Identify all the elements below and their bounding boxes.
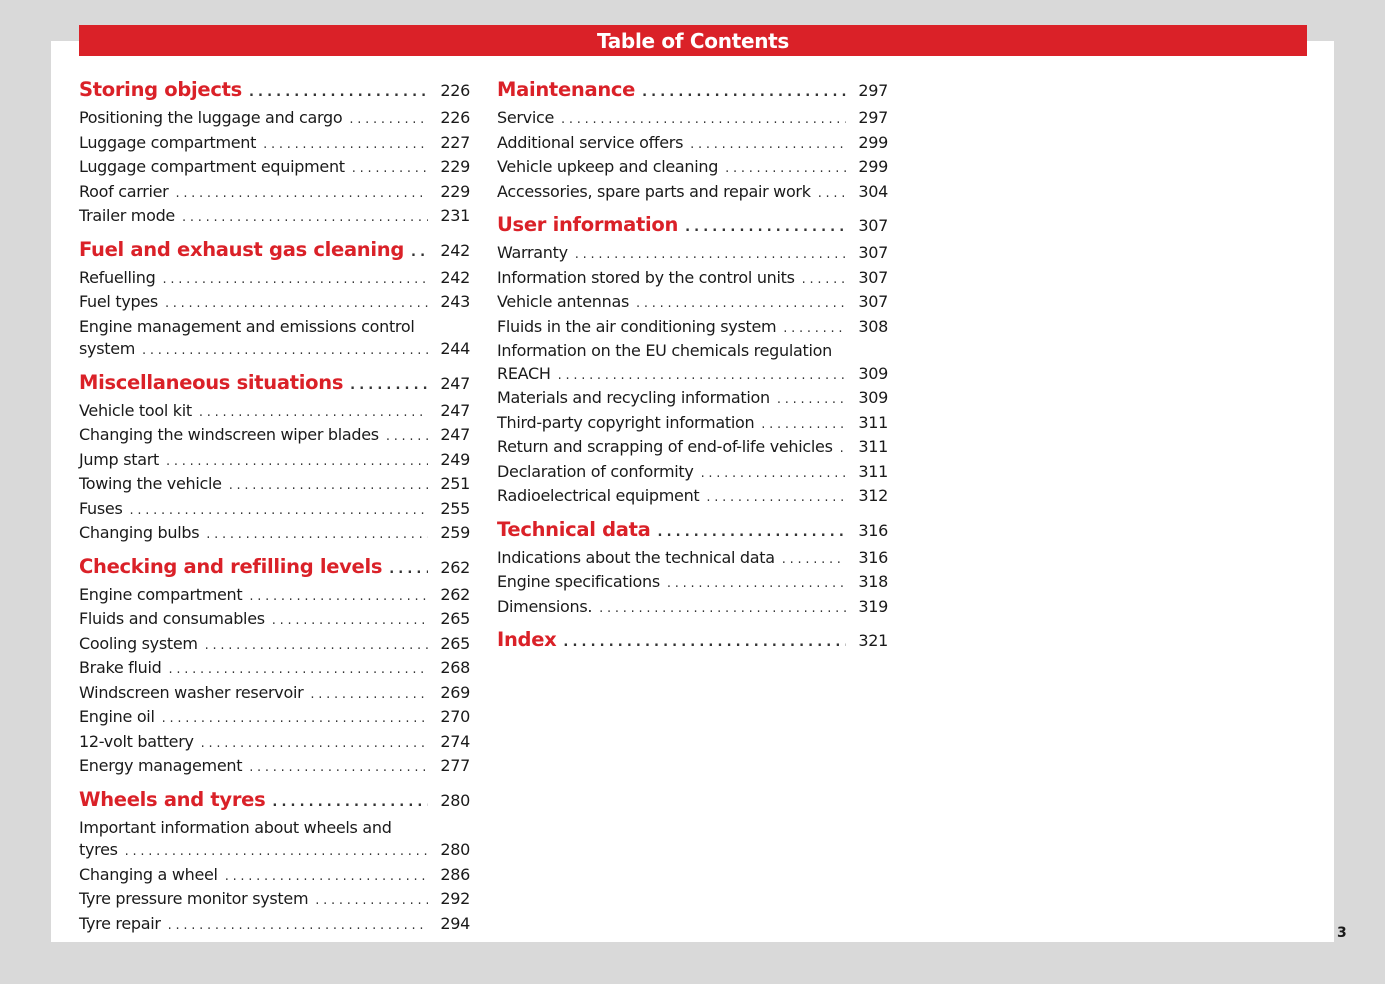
dot-leader — [163, 269, 429, 292]
toc-page-number: 242 — [440, 267, 470, 287]
dot-leader — [249, 757, 428, 780]
toc-entry-label: Positioning the luggage and cargo — [79, 108, 343, 127]
dot-leader — [263, 134, 428, 157]
dot-leader — [783, 318, 846, 341]
toc-section-fuel-and-exhaust-gas-cleaning — [79, 236, 470, 363]
toc-page-number: 311 — [858, 461, 888, 481]
toc-entry-label: Fluids in the air conditioning system — [497, 316, 777, 336]
toc-page-number: 226 — [440, 81, 470, 100]
toc-entry-label: Vehicle antennas — [497, 292, 629, 311]
toc-entry-label: Vehicle upkeep and cleaning — [497, 157, 719, 176]
toc-entry[interactable] — [79, 424, 470, 449]
toc-entry[interactable] — [79, 864, 470, 889]
toc-section-heading[interactable] — [497, 211, 888, 242]
toc-page-number: 247 — [440, 400, 470, 420]
toc-section-title: Wheels and tyres — [79, 787, 266, 811]
dot-leader — [169, 659, 428, 682]
toc-entry[interactable] — [497, 132, 888, 157]
dot-leader — [350, 372, 428, 400]
toc-page-number: 316 — [858, 520, 888, 540]
toc-page-number: 229 — [440, 157, 470, 176]
dot-leader — [667, 573, 846, 596]
toc-entry-label: Engine compartment — [79, 584, 243, 604]
toc-section-heading[interactable] — [79, 369, 470, 400]
toc-page-number: 265 — [440, 633, 470, 653]
toc-page-number: 229 — [440, 181, 470, 201]
toc-section-technical-data — [497, 516, 888, 621]
toc-section-heading[interactable] — [79, 236, 470, 267]
toc-page-number: 309 — [858, 363, 888, 383]
toc-page-number: 244 — [440, 339, 470, 358]
toc-entry-label: Warranty — [497, 243, 568, 262]
toc-header-bar — [79, 25, 1307, 56]
dot-leader — [642, 79, 846, 107]
toc-entry-label: Fluids and consumables — [79, 609, 265, 628]
toc-entry[interactable] — [79, 608, 470, 633]
toc-section-heading[interactable] — [497, 76, 888, 107]
dot-leader — [563, 629, 846, 657]
toc-entry-label: Tyre pressure monitor system — [79, 889, 309, 908]
toc-page-number: 304 — [858, 181, 888, 201]
dot-leader — [561, 109, 846, 132]
dot-leader — [818, 183, 846, 206]
toc-page-number: 227 — [440, 132, 470, 152]
dot-leader — [411, 239, 428, 267]
dot-leader — [599, 598, 846, 621]
toc-page-number: 243 — [440, 292, 470, 311]
toc-section-heading[interactable] — [497, 626, 888, 657]
toc-page-number: 277 — [440, 756, 470, 775]
toc-page-number: 308 — [858, 316, 888, 336]
toc-entry[interactable] — [497, 363, 888, 388]
toc-section-checking-and-refilling-levels — [79, 553, 470, 780]
toc-entry-label: Energy management — [79, 756, 243, 775]
toc-page-number: 286 — [440, 864, 470, 884]
toc-page-number: 311 — [858, 437, 888, 456]
dot-leader — [199, 402, 428, 425]
toc-page-number: 270 — [440, 707, 470, 726]
toc-page-number: 292 — [440, 889, 470, 908]
toc-entry[interactable] — [79, 107, 470, 132]
toc-page-number: 231 — [440, 206, 470, 225]
toc-entry-label: tyres — [79, 840, 118, 859]
toc-page-number: 247 — [440, 373, 470, 393]
toc-page-number: 226 — [440, 108, 470, 127]
toc-page-number: 262 — [440, 557, 470, 577]
toc-entry[interactable] — [79, 316, 470, 339]
toc-entry-label: Vehicle tool kit — [79, 400, 192, 420]
dot-leader — [725, 158, 846, 181]
toc-entry[interactable] — [497, 156, 888, 181]
dot-leader — [782, 549, 846, 572]
toc-entry[interactable] — [79, 449, 470, 474]
toc-page-number: 265 — [440, 609, 470, 628]
dot-leader — [685, 214, 846, 242]
toc-entry-label: Information on the EU chemicals regulation — [497, 341, 832, 360]
dot-leader — [249, 586, 428, 609]
toc-page-number: 249 — [440, 449, 470, 469]
dot-leader — [352, 158, 428, 181]
toc-entry[interactable] — [497, 485, 888, 510]
toc-entry[interactable] — [79, 584, 470, 609]
dot-leader — [349, 109, 428, 132]
toc-title: Table of Contents — [596, 28, 790, 53]
toc-entry-label: Additional service offers — [497, 132, 684, 152]
toc-entry[interactable] — [497, 267, 888, 292]
toc-page-number: 255 — [440, 498, 470, 518]
toc-page-number: 312 — [858, 486, 888, 505]
toc-entry-label: Service — [497, 108, 555, 127]
toc-section-title: Fuel and exhaust gas cleaning — [79, 237, 405, 261]
toc-page-number: 294 — [440, 913, 470, 933]
page-number: 3 — [1337, 925, 1347, 941]
toc-entry[interactable] — [79, 498, 470, 523]
dot-leader — [575, 244, 846, 267]
dot-leader — [701, 463, 846, 486]
toc-section-title: Technical data — [497, 517, 651, 541]
toc-entry[interactable] — [497, 461, 888, 486]
toc-page-number: 297 — [858, 81, 888, 100]
toc-entry-label: Dimensions. — [497, 596, 593, 616]
toc-entry-label: Luggage compartment — [79, 132, 257, 152]
dot-leader — [386, 426, 428, 449]
toc-entry-label: Changing the windscreen wiper blades — [79, 425, 379, 444]
toc-page-number: 242 — [440, 240, 470, 260]
toc-page-number: 307 — [858, 267, 888, 287]
dot-leader — [802, 269, 846, 292]
dot-leader — [636, 293, 846, 316]
dot-leader — [168, 915, 428, 938]
toc-entry-label: Changing bulbs — [79, 523, 200, 542]
dot-leader — [690, 134, 846, 157]
toc-entry-label: Information stored by the control units — [497, 267, 795, 287]
toc-entry-label: Towing the vehicle — [79, 474, 222, 493]
toc-entry-label: Return and scrapping of end-of-life vehicles — [497, 437, 833, 456]
toc-entry[interactable] — [79, 633, 470, 658]
dot-leader — [315, 890, 428, 913]
dot-leader — [706, 487, 846, 510]
toc-page-number: 269 — [440, 682, 470, 702]
toc-page-number: 309 — [858, 388, 888, 407]
toc-entry[interactable] — [79, 156, 470, 181]
dot-leader — [162, 708, 428, 731]
toc-entry[interactable] — [497, 571, 888, 596]
dot-leader — [205, 635, 428, 658]
toc-section-heading[interactable] — [79, 553, 470, 584]
toc-entry[interactable] — [79, 522, 470, 547]
toc-section-storing-objects — [79, 76, 470, 230]
toc-column-right — [497, 76, 888, 663]
toc-section-title: Miscellaneous situations — [79, 370, 344, 394]
toc-entry[interactable] — [79, 291, 470, 316]
toc-page-number: 307 — [858, 243, 888, 262]
toc-entry[interactable] — [79, 839, 470, 864]
toc-entry-label: Luggage compartment equipment — [79, 157, 345, 176]
toc-section-user-information — [497, 211, 888, 510]
toc-entry-label: Important information about wheels and — [79, 817, 392, 837]
dot-leader — [130, 500, 429, 523]
toc-page-number: 319 — [858, 596, 888, 616]
toc-entry[interactable] — [497, 340, 888, 363]
toc-page-number: 251 — [440, 474, 470, 493]
toc-entry[interactable] — [497, 291, 888, 316]
dot-leader — [166, 451, 428, 474]
toc-page-number: 262 — [440, 584, 470, 604]
toc-page-number: 247 — [440, 425, 470, 444]
toc-entry[interactable] — [497, 596, 888, 621]
toc-entry[interactable] — [79, 706, 470, 731]
toc-entry[interactable] — [79, 817, 470, 840]
dot-leader — [201, 733, 428, 756]
dot-leader — [272, 610, 428, 633]
toc-column-left — [79, 76, 470, 943]
toc-page-number: 318 — [858, 572, 888, 591]
toc-section-index — [497, 626, 888, 657]
toc-page-number: 297 — [858, 108, 888, 127]
toc-entry[interactable] — [497, 181, 888, 206]
toc-section-title: Storing objects — [79, 78, 242, 101]
dot-leader — [272, 789, 428, 817]
toc-entry[interactable] — [79, 338, 470, 363]
toc-entry-label: Materials and recycling information — [497, 388, 770, 407]
toc-page-number: 311 — [858, 412, 888, 432]
toc-entry[interactable] — [79, 913, 470, 938]
toc-entry-label: Tyre repair — [79, 913, 161, 933]
toc-entry-label: Accessories, spare parts and repair work — [497, 181, 811, 201]
dot-leader — [142, 340, 428, 363]
toc-entry-label: Engine management and emissions control — [79, 316, 415, 336]
toc-entry-label: Indications about the technical data — [497, 547, 775, 567]
toc-entry-label: Third-party copyright information — [497, 412, 755, 432]
toc-entry[interactable] — [497, 436, 888, 461]
toc-section-title: User information — [497, 213, 679, 236]
toc-entry[interactable] — [497, 547, 888, 572]
toc-section-title: Index — [497, 628, 557, 651]
toc-section-title: Maintenance — [497, 78, 636, 101]
toc-entry[interactable] — [79, 181, 470, 206]
toc-page-number: 307 — [858, 216, 888, 235]
toc-page-number: 299 — [858, 157, 888, 176]
dot-leader — [125, 841, 428, 864]
toc-page-number: 274 — [440, 731, 470, 751]
toc-entry[interactable] — [79, 731, 470, 756]
toc-entry-label: Trailer mode — [79, 206, 175, 225]
dot-leader — [310, 684, 428, 707]
toc-section-heading[interactable] — [79, 786, 470, 817]
dot-leader — [840, 438, 846, 461]
toc-entry-label: Refuelling — [79, 267, 156, 287]
toc-entry[interactable] — [79, 888, 470, 913]
toc-entry-label: Radioelectrical equipment — [497, 486, 700, 505]
dot-leader — [225, 866, 428, 889]
toc-entry-label: Cooling system — [79, 633, 198, 653]
toc-page-number: 280 — [440, 840, 470, 859]
toc-entry[interactable] — [79, 473, 470, 498]
toc-page-number: 280 — [440, 790, 470, 810]
toc-entry[interactable] — [79, 657, 470, 682]
toc-entry-label: Declaration of conformity — [497, 461, 694, 481]
dot-leader — [761, 414, 846, 437]
toc-entry[interactable] — [497, 107, 888, 132]
toc-entry-label: system — [79, 339, 136, 358]
toc-entry-label: REACH — [497, 363, 551, 383]
toc-section-maintenance — [497, 76, 888, 205]
dot-leader — [249, 79, 428, 107]
toc-page-number: 307 — [858, 292, 888, 311]
toc-entry-label: 12-volt battery — [79, 731, 194, 751]
toc-entry-label: Jump start — [79, 449, 159, 469]
toc-page-number: 259 — [440, 523, 470, 542]
dot-leader — [558, 365, 846, 388]
dot-leader — [389, 556, 428, 584]
dot-leader — [182, 207, 428, 230]
toc-entry[interactable] — [79, 755, 470, 780]
toc-entry[interactable] — [497, 412, 888, 437]
toc-entry-label: Engine specifications — [497, 572, 660, 591]
dot-leader — [175, 183, 428, 206]
toc-entry-label: Changing a wheel — [79, 864, 218, 884]
toc-entry[interactable] — [79, 400, 470, 425]
dot-leader — [165, 293, 428, 316]
toc-entry-label: Windscreen washer reservoir — [79, 682, 304, 702]
toc-page-number: 299 — [858, 132, 888, 152]
toc-entry[interactable] — [79, 132, 470, 157]
dot-leader — [777, 389, 846, 412]
toc-entry[interactable] — [497, 316, 888, 341]
dot-leader — [229, 475, 428, 498]
toc-entry-label: Fuel types — [79, 292, 158, 311]
toc-entry[interactable] — [497, 387, 888, 412]
toc-entry[interactable] — [79, 267, 470, 292]
dot-leader — [658, 519, 846, 547]
toc-page-number: 316 — [858, 547, 888, 567]
toc-page-number: 321 — [858, 631, 888, 650]
toc-entry-label: Roof carrier — [79, 181, 169, 201]
dot-leader — [206, 524, 428, 547]
toc-section-title: Checking and refilling levels — [79, 554, 383, 578]
toc-section-heading[interactable] — [497, 516, 888, 547]
toc-entry[interactable] — [497, 242, 888, 267]
toc-section-miscellaneous-situations — [79, 369, 470, 547]
toc-section-wheels-and-tyres — [79, 786, 470, 938]
toc-entry-label: Brake fluid — [79, 658, 162, 677]
toc-section-heading[interactable] — [79, 76, 470, 107]
toc-entry-label: Fuses — [79, 498, 123, 518]
toc-entry-label: Engine oil — [79, 707, 155, 726]
toc-entry[interactable] — [79, 205, 470, 230]
toc-entry[interactable] — [79, 682, 470, 707]
toc-page-number: 268 — [440, 658, 470, 677]
